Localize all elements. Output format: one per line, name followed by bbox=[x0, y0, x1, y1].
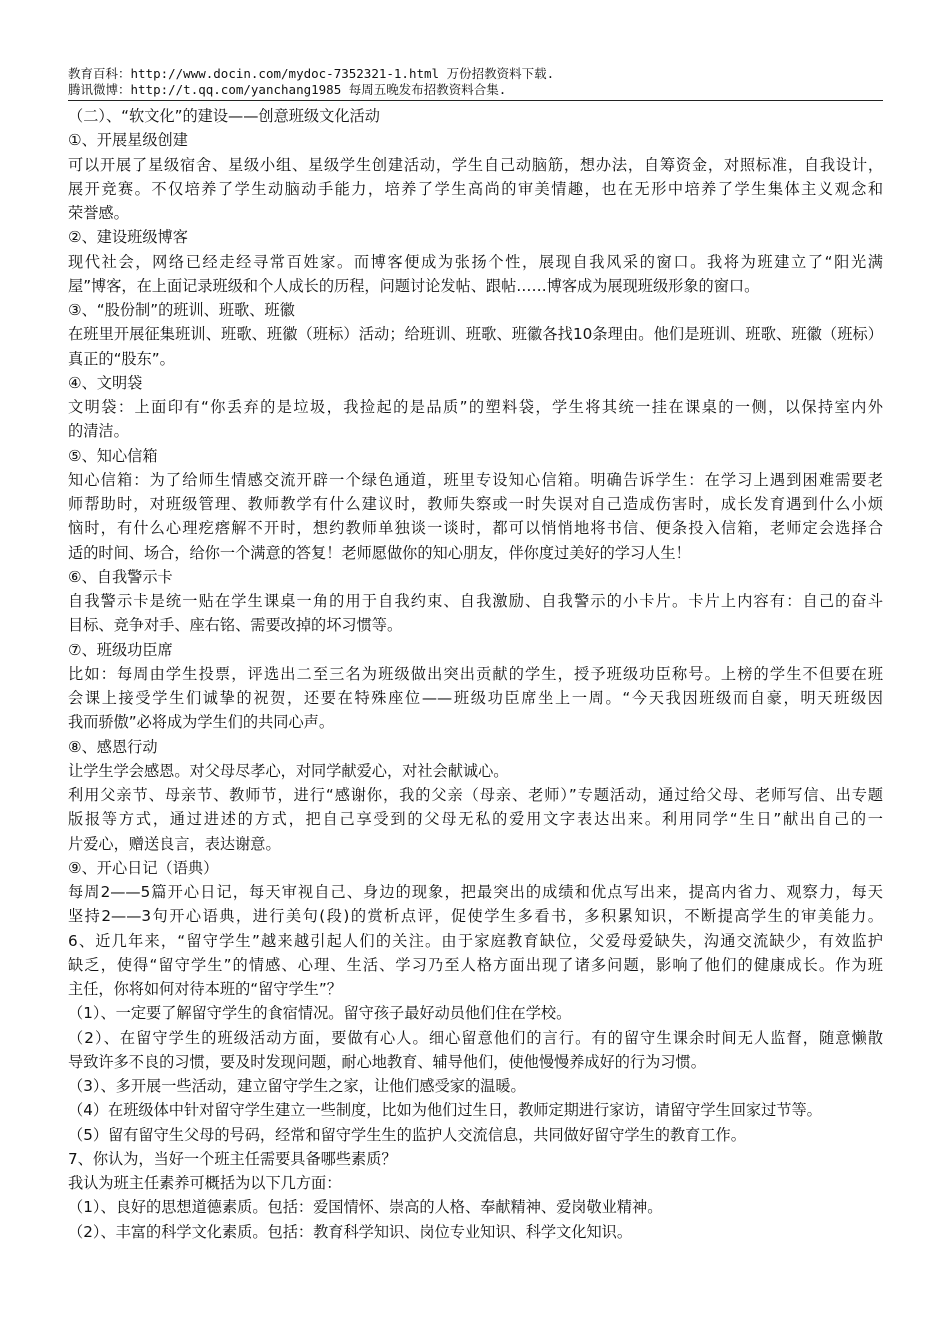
page-header bbox=[68, 66, 883, 98]
paragraph-line: 坚持2——3句开心语典，进行美句(段)的赏析点评，促使学生多看书，多积累知识，不断提高学生的审美能力。 bbox=[68, 907, 883, 926]
item-heading: ①、开展星级创建 bbox=[68, 131, 188, 150]
paragraph-line: 目标、竞争对手、座右铭、需要改掉的坏习惯等。 bbox=[68, 616, 403, 635]
paragraph-line: 现代社会，网络已经走经寻常百姓家。而博客便成为张扬个性，展现自我风采的窗口。我将为班建立了“阳光满 bbox=[68, 252, 883, 271]
paragraph-line: 利用父亲节、母亲节、教师节，进行“感谢你，我的父亲（母亲、老师）”专题活动，通过给父母、老师写信、出专题 bbox=[68, 786, 883, 804]
paragraph-line: 每周2——5篇开心日记，每天审视自己、身边的现象，把最突出的成绩和优点写出来，提高内省力、观察力，每天 bbox=[68, 883, 883, 901]
paragraph-line: 让学生学会感恩。对父母尽孝心，对同学献爱心，对社会献诚心。 bbox=[68, 761, 509, 780]
document-body bbox=[68, 104, 883, 1244]
paragraph-line: 会课上接受学生们诚挚的祝贺，还要在特殊座位——班级功臣席坐上一周。“今天我因班级而自豪，明天班级因 bbox=[68, 689, 883, 707]
item-heading: ⑧、感恩行动 bbox=[68, 737, 158, 756]
item-heading: ④、文明袋 bbox=[68, 373, 143, 392]
paragraph-line: 适的时间、场合，给你一个满意的答复！老师愿做你的知心朋友，伴你度过美好的学习人生！ bbox=[68, 543, 691, 562]
answer-line: （2）、在留守学生的班级活动方面，要做有心人。细心留意他们的言行。有的留守生课余时间无人监督，随意懒散 bbox=[68, 1028, 883, 1047]
header-line-weibo: 腾讯微博：http://t.qq.com/yanchang1985 每周五晚发布招教资料合集. bbox=[68, 82, 507, 97]
item-heading: ②、建设班级博客 bbox=[68, 228, 188, 247]
item-heading: ⑨、开心日记（语典） bbox=[68, 858, 219, 877]
paragraph-line: 比如：每周由学生投票，评选出二至三名为班级做出突出贡献的学生，授予班级功臣称号。上榜的学生不但要在班 bbox=[68, 664, 883, 683]
paragraph-line: 师帮助时，对班级管理、教师教学有什么建议时，教师失察或一时失误对自己造成伤害时，成长发育遇到什么小烦 bbox=[68, 495, 883, 513]
question-line: 缺乏，使得“留守学生”的情感、心理、生活、学习乃至人格方面出现了诸多问题，影响了他们的健康成长。作为班 bbox=[68, 955, 883, 974]
item-heading: ⑤、知心信箱 bbox=[68, 446, 158, 465]
item-heading: ⑥、自我警示卡 bbox=[68, 567, 173, 586]
question-line: 主任，你将如何对待本班的“留守学生”？ bbox=[68, 980, 342, 998]
answer-line: 我认为班主任素养可概括为以下几方面： bbox=[68, 1174, 342, 1192]
answer-line: （2）、丰富的科学文化素质。包括：教育科学知识、岗位专业知识、科学文化知识。 bbox=[68, 1222, 633, 1241]
header-divider bbox=[68, 100, 883, 101]
item-heading: ③、“股份制”的班训、班歌、班徽 bbox=[68, 301, 295, 319]
header-line-docin: 教育百科：http://www.docin.com/mydoc-7352321-1.html 万份招教资料下载. bbox=[68, 66, 555, 81]
paragraph-line: 自我警示卡是统一贴在学生课桌一角的用于自我约束、自我激励、自我警示的小卡片。卡片上内容有：自己的奋斗 bbox=[68, 592, 883, 610]
paragraph-line: 展开竞赛。不仅培养了学生动脑动手能力，培养了学生高尚的审美情趣，也在无形中培养了学生集体主义观念和 bbox=[68, 179, 883, 198]
paragraph-line: 屋”博客，在上面记录班级和个人成长的历程，问题讨论发帖、跟帖……博客成为展现班级形象的窗口。 bbox=[68, 276, 760, 295]
answer-line: （1）、一定要了解留守学生的食宿情况。留守孩子最好动员他们住在学校。 bbox=[68, 1004, 572, 1023]
paragraph-line: 知心信箱：为了给师生情感交流开辟一个绿色通道，班里专设知心信箱。明确告诉学生：在学习上遇到困难需要老 bbox=[68, 470, 883, 489]
paragraph-line: 版报等方式，通过进述的方式，把自己享受到的父母无私的爱用文字表达出来。利用同学“生日”献出自己的一 bbox=[68, 810, 883, 829]
paragraph-line: 我而骄傲”必将成为学生们的共同心声。 bbox=[68, 713, 335, 732]
item-heading: ⑦、班级功臣席 bbox=[68, 640, 173, 659]
answer-line: （1）、良好的思想道德素质。包括：爱国情怀、崇高的人格、奉献精神、爱岗敬业精神。 bbox=[68, 1198, 663, 1217]
answer-line: （3）、多开展一些活动，建立留守学生之家，让他们感受家的温暖。 bbox=[68, 1077, 526, 1095]
paragraph-line: 文明袋：上面印有“你丢弃的是垃圾，我捡起的是品质”的塑料袋，学生将其统一挂在课桌的一侧，以保持室内外 bbox=[68, 398, 883, 416]
paragraph-line: 的清洁。 bbox=[68, 422, 129, 441]
paragraph-line: 真正的“股东”。 bbox=[68, 349, 175, 368]
paragraph-line: 在班里开展征集班训、班歌、班徽（班标）活动；给班训、班歌、班徽各找10条理由。他们是班训、班歌、班徽（班标） bbox=[68, 325, 883, 344]
paragraph-line: 荣誉感。 bbox=[68, 204, 129, 222]
paragraph-line: 片爱心，赠送良言，表达谢意。 bbox=[68, 834, 281, 853]
answer-line: （5）留有留守生父母的号码，经常和留守学生生的监护人交流信息，共同做好留守学生的教育工作。 bbox=[68, 1125, 746, 1144]
paragraph-line: 恼时，有什么心理疙瘩解不开时，想约教师单独谈一谈时，都可以悄悄地将书信、便条投入信箱，老师定会选择合 bbox=[68, 519, 883, 538]
answer-line: 导致许多不良的习惯，要及时发现问题，耐心地教育、辅导他们，使他慢慢养成好的行为习惯。 bbox=[68, 1052, 706, 1071]
question-line: 7、你认为，当好一个班主任需要具备哪些素质？ bbox=[68, 1149, 397, 1168]
section-heading: （二）、“软文化”的建设——创意班级文化活动 bbox=[68, 107, 380, 125]
paragraph-line: 可以开展了星级宿舍、星级小组、星级学生创建活动，学生自己动脑筋，想办法，自筹资金，对照标准，自我设计， bbox=[68, 155, 883, 174]
question-line: 6、近几年来，“留守学生”越来越引起人们的关注。由于家庭教育缺位，父爱母爱缺失，沟通交流缺少，有效监护 bbox=[68, 931, 883, 950]
answer-line: （4）在班级体中针对留守学生建立一些制度，比如为他们过生日，教师定期进行家访，请留守学生回家过节等。 bbox=[68, 1101, 822, 1120]
